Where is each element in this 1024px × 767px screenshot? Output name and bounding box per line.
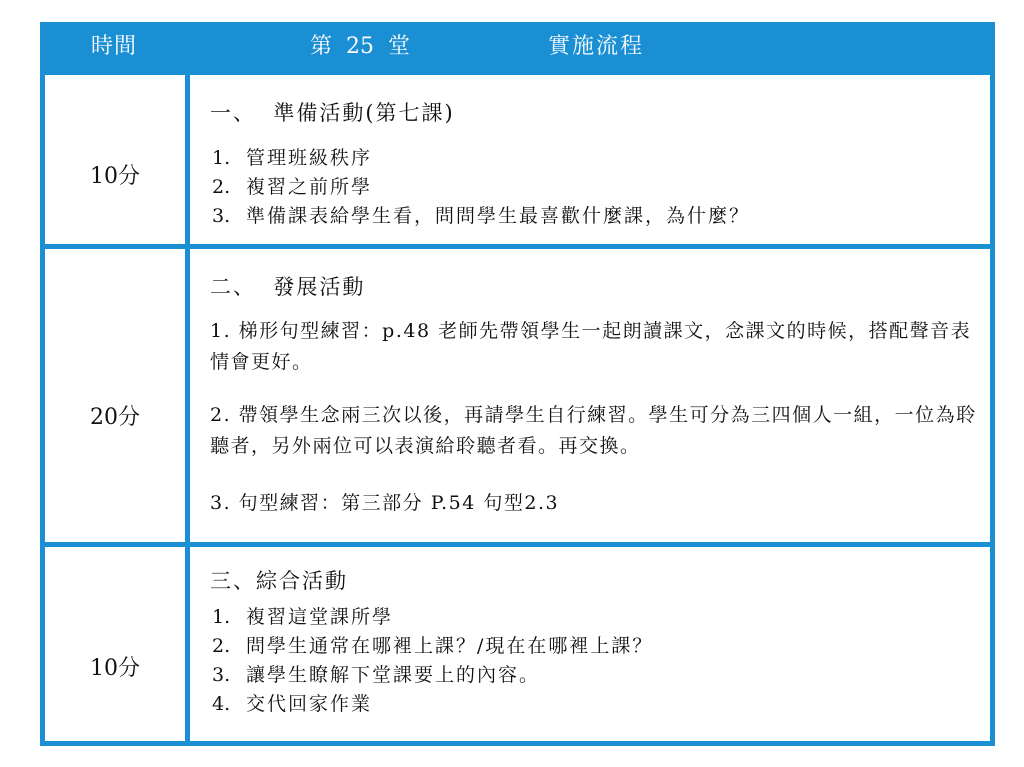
row1-list [212,144,750,231]
table-header [40,22,995,72]
row3-time: 10分 [90,656,140,681]
row2-title: 二、 發展活動 [210,275,366,299]
row2-content-cell [190,249,990,542]
row2-time-cell [45,249,185,542]
header-time: 時間 [90,34,137,59]
list-item: 4. 交代回家作業 [212,693,373,715]
list-item: 1. 管理班級秩序 [212,147,373,169]
row2-time: 20分 [90,405,140,430]
list-item: 2. 問學生通常在哪裡上課？/現在在哪裡上課？ [212,635,654,657]
list-item: 1. 複習這堂課所學 [212,606,394,628]
row3-title: 三、綜合活動 [210,569,348,593]
row1-content-cell [190,75,990,244]
row2-paragraph-1: 1. 梯形句型練習：p.48 老師先帶領學生一起朗讀課文，念課文的時候，搭配聲音表情會更好。 [210,320,972,373]
row3-content-cell [190,547,990,741]
row2-paragraph-2: 2. 帶領學生念兩三次以後，再請學生自行練習。學生可分為三四個人一組，一位為聆聽者，另外兩位可以表演給聆聽者看。再交換。 [210,404,977,457]
list-item: 3. 準備課表給學生看，問問學生最喜歡什麼課，為什麼？ [212,205,751,227]
row3-list [212,603,653,719]
lesson-plan-table [40,22,995,746]
header-session: 第 25 堂 [310,34,410,59]
row1-time-cell [45,75,185,244]
list-item: 3. 讓學生瞭解下堂課要上的內容。 [212,664,541,686]
row3-time-cell [45,547,185,741]
header-plan: 實施流程 [548,34,645,59]
list-item: 2. 複習之前所學 [212,176,373,198]
row1-title: 一、 準備活動(第七課) [210,101,455,125]
row1-time: 10分 [90,164,140,189]
row2-paragraph-3: 3. 句型練習：第三部分 P.54 句型2.3 [210,492,560,514]
